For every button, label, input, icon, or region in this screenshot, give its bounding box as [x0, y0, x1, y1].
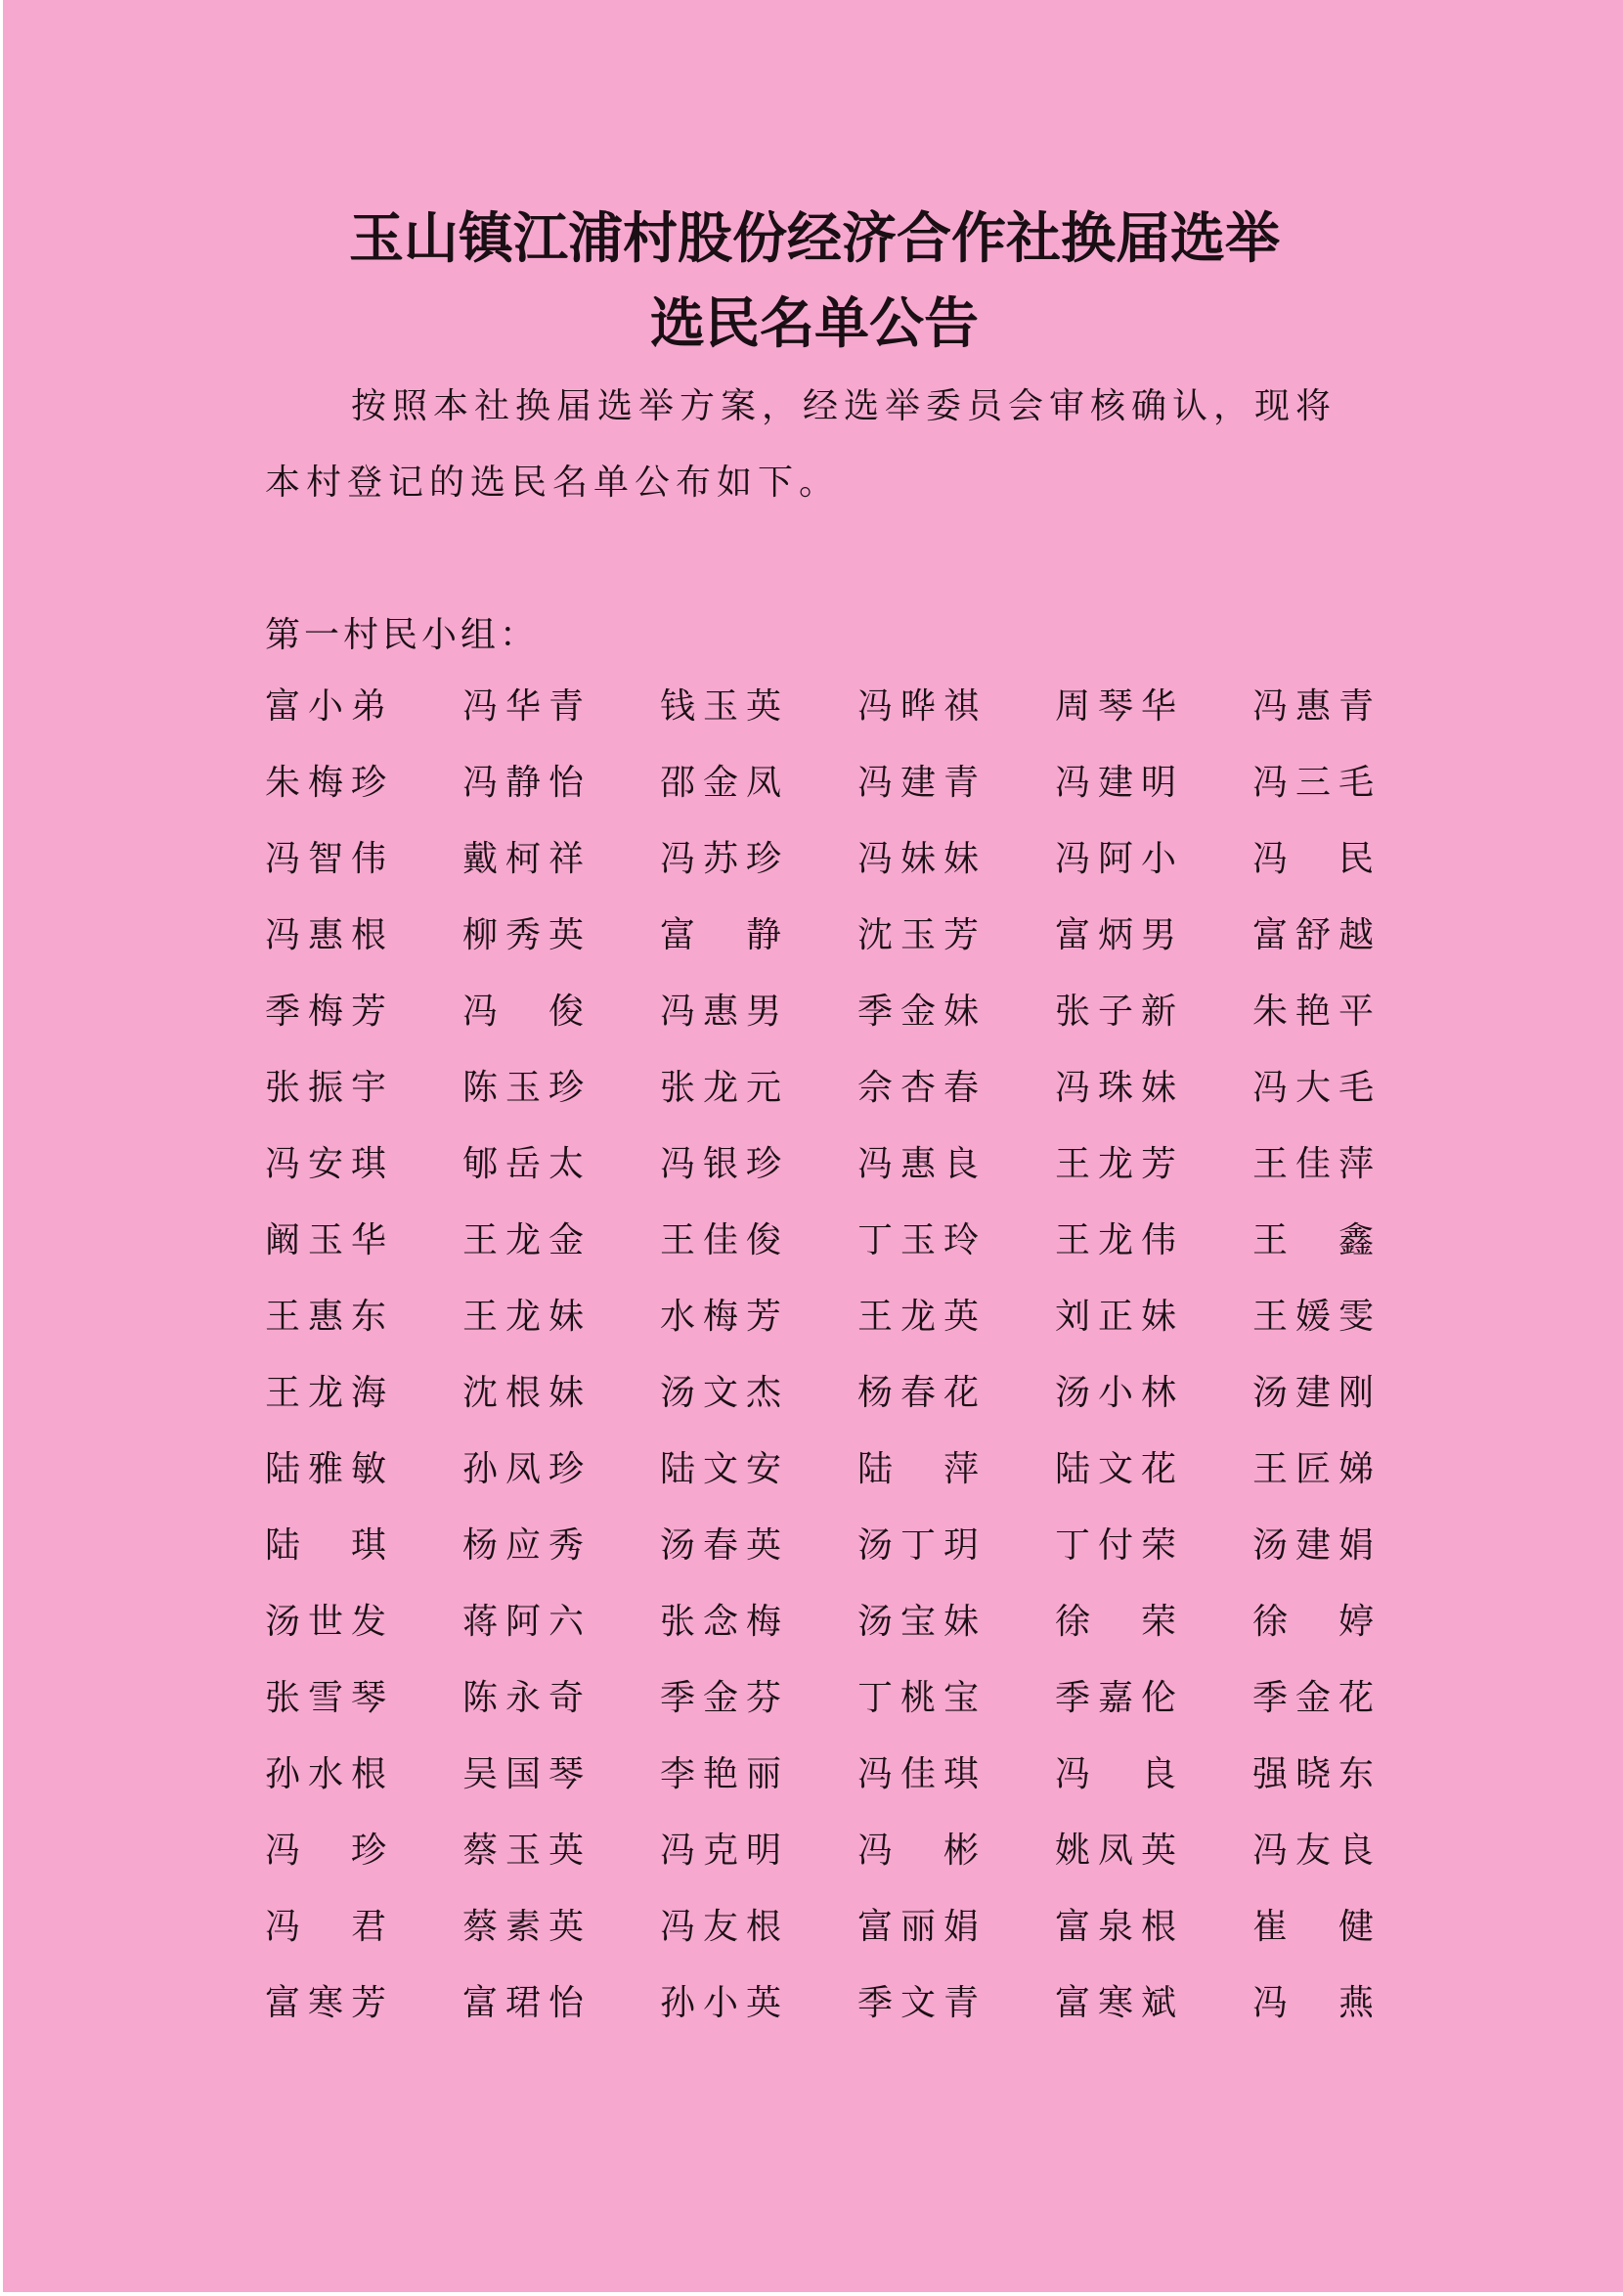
voter-name: 张雪琴 [265, 1678, 395, 1718]
voter-name: 王龙海 [265, 1373, 395, 1413]
voter-name: 富丽娟 [857, 1907, 987, 1947]
voter-name: 刘正妹 [1055, 1297, 1185, 1337]
voter-name: 王佳萍 [1252, 1144, 1382, 1184]
voter-name: 徐 荣 [1055, 1602, 1185, 1642]
voter-name: 邵金凤 [660, 763, 790, 803]
voter-name: 冯建明 [1055, 763, 1185, 803]
voter-name: 冯佳琪 [857, 1754, 987, 1794]
voter-name: 季金花 [1252, 1678, 1382, 1718]
voter-name: 冯智伟 [265, 839, 395, 879]
voter-name: 蒋阿六 [462, 1602, 592, 1642]
voter-name: 丁桃宝 [857, 1678, 987, 1718]
voter-name: 冯 君 [265, 1907, 395, 1947]
voter-name: 陆 琪 [265, 1525, 395, 1566]
voter-name: 沈玉芳 [857, 915, 987, 955]
voter-name: 富泉根 [1055, 1907, 1185, 1947]
voter-name: 汤宝妹 [857, 1602, 987, 1642]
voter-name: 冯友良 [1252, 1831, 1382, 1871]
voter-name: 冯惠青 [1252, 686, 1382, 727]
voter-name: 富寒斌 [1055, 1983, 1185, 2023]
voter-name: 冯惠根 [265, 915, 395, 955]
voter-name: 姚凤英 [1055, 1831, 1185, 1871]
voter-name: 朱艳平 [1252, 992, 1382, 1032]
voter-name: 王惠东 [265, 1297, 395, 1337]
voter-name: 沈根妹 [462, 1373, 592, 1413]
voter-name: 王龙芳 [1055, 1144, 1185, 1184]
voter-name: 冯阿小 [1055, 839, 1185, 879]
voter-name: 冯华青 [462, 686, 592, 727]
voter-name: 柳秀英 [462, 915, 592, 955]
voter-name: 季嘉伦 [1055, 1678, 1185, 1718]
voter-name: 冯静怡 [462, 763, 592, 803]
voter-name: 冯 珍 [265, 1831, 395, 1871]
voter-name: 陆文安 [660, 1449, 790, 1489]
voter-name: 王龙英 [857, 1297, 987, 1337]
voter-name: 孙凤珍 [462, 1449, 592, 1489]
voter-name: 汤建娟 [1252, 1525, 1382, 1566]
intro-paragraph-line-2: 本村登记的选民名单公布如下。 [265, 463, 841, 503]
voter-name: 汤建刚 [1252, 1373, 1382, 1413]
voter-name: 冯银珍 [660, 1144, 790, 1184]
voter-name: 张龙元 [660, 1068, 790, 1108]
voter-name: 戴柯祥 [462, 839, 592, 879]
voter-name: 王龙妹 [462, 1297, 592, 1337]
voter-name: 王龙金 [462, 1220, 592, 1260]
voter-name: 崔 健 [1252, 1907, 1382, 1947]
voter-name: 冯惠良 [857, 1144, 987, 1184]
voter-name: 汤丁玥 [857, 1525, 987, 1566]
voter-name: 王媛雯 [1252, 1297, 1382, 1337]
voter-name: 钱玉英 [660, 686, 790, 727]
voter-name: 冯 民 [1252, 839, 1382, 879]
notice-title: 玉山镇江浦村股份经济合作社换届选举 [349, 206, 1280, 271]
voter-name: 冯克明 [660, 1831, 790, 1871]
voter-name: 季梅芳 [265, 992, 395, 1032]
voter-name: 陆文花 [1055, 1449, 1185, 1489]
voter-name: 冯 燕 [1252, 1983, 1382, 2023]
voter-name: 季金妹 [857, 992, 987, 1032]
voter-name: 张振宇 [265, 1068, 395, 1108]
voter-name: 冯安琪 [265, 1144, 395, 1184]
voter-name: 富舒越 [1252, 915, 1382, 955]
voter-name: 丁付荣 [1055, 1525, 1185, 1566]
voter-name: 冯晔祺 [857, 686, 987, 727]
voter-name: 汤春英 [660, 1525, 790, 1566]
voter-name: 冯妹妹 [857, 839, 987, 879]
voter-name: 富寒芳 [265, 1983, 395, 2023]
voter-name: 冯三毛 [1252, 763, 1382, 803]
voter-name: 季金芬 [660, 1678, 790, 1718]
voter-name: 阚玉华 [265, 1220, 395, 1260]
voter-name: 冯建青 [857, 763, 987, 803]
voter-name: 蔡素英 [462, 1907, 592, 1947]
voter-name: 冯珠妹 [1055, 1068, 1185, 1108]
voter-name: 汤世发 [265, 1602, 395, 1642]
group-label: 第一村民小组： [265, 615, 540, 655]
voter-name: 汤文杰 [660, 1373, 790, 1413]
voter-name: 杨春花 [857, 1373, 987, 1413]
voter-name: 李艳丽 [660, 1754, 790, 1794]
voter-name: 季文青 [857, 1983, 987, 2023]
voter-name: 冯 俊 [462, 992, 592, 1032]
voter-name: 孙小英 [660, 1983, 790, 2023]
voter-name: 富 静 [660, 915, 790, 955]
voter-name: 水梅芳 [660, 1297, 790, 1337]
notice-subtitle: 选民名单公告 [650, 291, 979, 356]
voter-name: 佘杏春 [857, 1068, 987, 1108]
voter-name-list [265, 686, 1382, 2062]
voter-name: 冯大毛 [1252, 1068, 1382, 1108]
voter-name: 杨应秀 [462, 1525, 592, 1566]
voter-name: 冯 彬 [857, 1831, 987, 1871]
voter-name: 富小弟 [265, 686, 395, 727]
voter-name: 陆 萍 [857, 1449, 987, 1489]
voter-name: 王佳俊 [660, 1220, 790, 1260]
voter-name: 朱梅珍 [265, 763, 395, 803]
voter-name: 丁玉玲 [857, 1220, 987, 1260]
voter-name: 陈玉珍 [462, 1068, 592, 1108]
voter-name: 陆雅敏 [265, 1449, 395, 1489]
voter-name: 郇岳太 [462, 1144, 592, 1184]
voter-name: 徐 婷 [1252, 1602, 1382, 1642]
voter-name: 张念梅 [660, 1602, 790, 1642]
voter-name: 冯 良 [1055, 1754, 1185, 1794]
voter-name: 富珺怡 [462, 1983, 592, 2023]
voter-name: 王 鑫 [1252, 1220, 1382, 1260]
voter-name: 王龙伟 [1055, 1220, 1185, 1260]
voter-name: 冯惠男 [660, 992, 790, 1032]
voter-name: 孙水根 [265, 1754, 395, 1794]
voter-name: 冯苏珍 [660, 839, 790, 879]
voter-name: 王匠娣 [1252, 1449, 1382, 1489]
voter-name: 陈永奇 [462, 1678, 592, 1718]
voter-name: 冯友根 [660, 1907, 790, 1947]
intro-paragraph-line-1: 按照本社换届选举方案，经选举委员会审核确认，现将 [351, 386, 1338, 426]
voter-name: 张子新 [1055, 992, 1185, 1032]
voter-name: 汤小林 [1055, 1373, 1185, 1413]
voter-name: 蔡玉英 [462, 1831, 592, 1871]
voter-name: 吴国琴 [462, 1754, 592, 1794]
voter-name: 强晓东 [1252, 1754, 1382, 1794]
voter-name: 富炳男 [1055, 915, 1185, 955]
voter-name: 周琴华 [1055, 686, 1185, 727]
